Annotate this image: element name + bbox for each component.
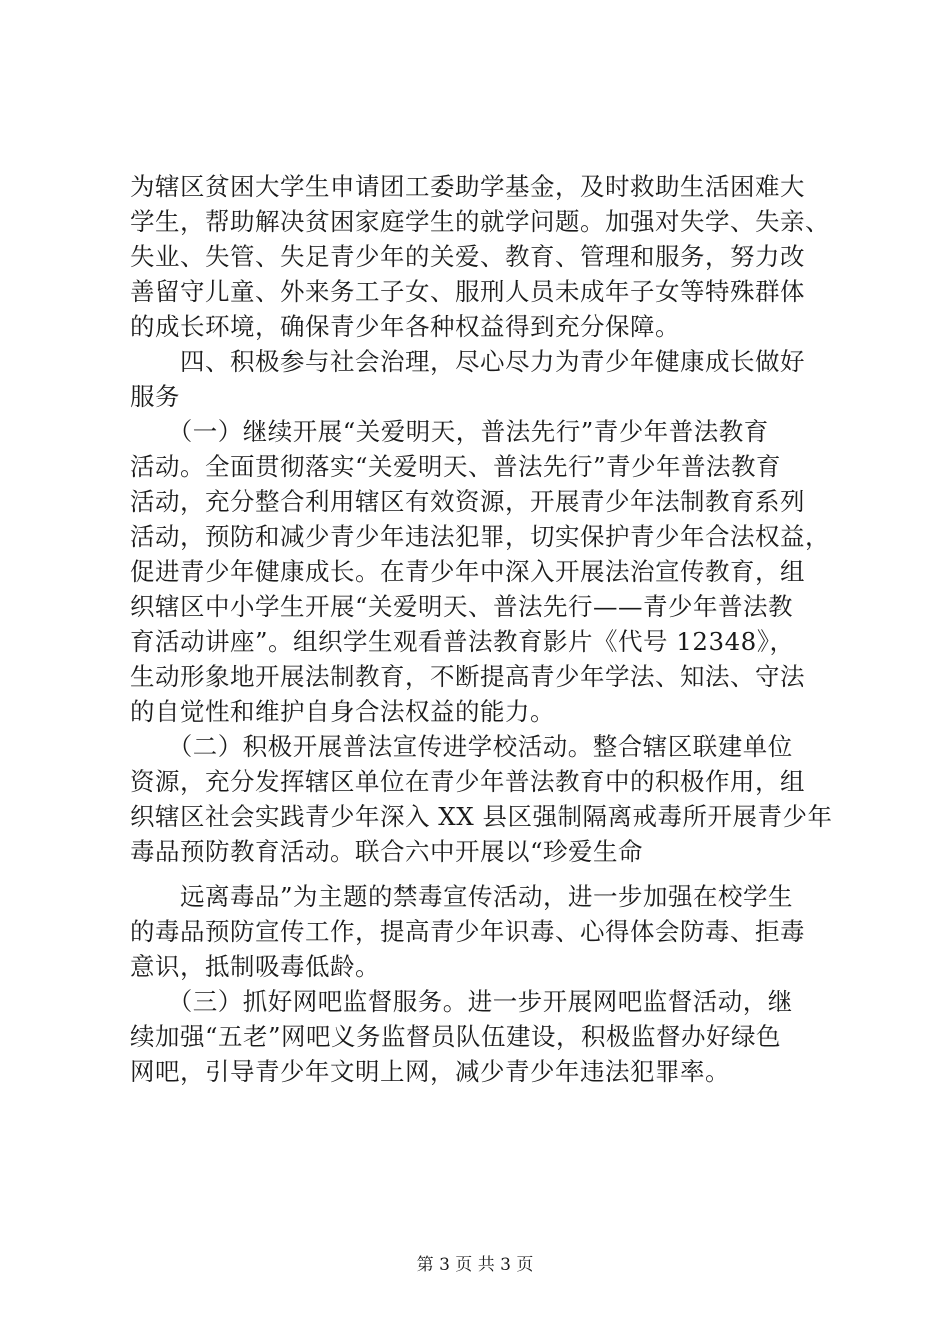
section-heading: 四、积极参与社会治理，尽心尽力为青少年健康成长做好: [130, 347, 805, 376]
section-heading: 服务: [130, 382, 180, 411]
body-text-line: 活动，预防和减少青少年违法犯罪，切实保护青少年合法权益，: [130, 522, 830, 551]
body-text-line: （二）积极开展普法宣传进学校活动。整合辖区联建单位: [130, 732, 793, 761]
body-text-line: 网吧，引导青少年文明上网，减少青少年违法犯罪率。: [130, 1057, 730, 1086]
body-text-line: 活动。全面贯彻落实“关爱明天、普法先行”青少年普法教育: [130, 452, 782, 481]
body-text-line: 失业、失管、失足青少年的关爱、教育、管理和服务，努力改: [130, 242, 805, 271]
body-text-line: 的自觉性和维护自身合法权益的能力。: [130, 697, 555, 726]
body-text-line: 续加强“五老”网吧义务监督员队伍建设，积极监督办好绿色: [130, 1022, 782, 1051]
body-text-line: 为辖区贫困大学生申请团工委助学基金，及时救助生活困难大: [130, 172, 805, 201]
body-text-line: 远离毒品”为主题的禁毒宣传活动，进一步加强在校学生: [130, 882, 794, 911]
body-text-line: 生动形象地开展法制教育，不断提高青少年学法、知法、守法: [130, 662, 805, 691]
body-text-line: 织辖区中小学生开展“关爱明天、普法先行——青少年普法教: [130, 592, 794, 621]
body-text-line: 学生，帮助解决贫困家庭学生的就学问题。加强对失学、失亲、: [130, 207, 830, 236]
body-text-line: 意识，抵制吸毒低龄。: [130, 952, 380, 981]
body-text-line: 的成长环境，确保青少年各种权益得到充分保障。: [130, 312, 680, 341]
body-text-line: 毒品预防教育活动。联合六中开展以“珍爱生命: [130, 837, 644, 866]
body-text-line: 育活动讲座”。组织学生观看普法教育影片《代号 12348》，: [130, 627, 795, 656]
body-text-line: （一）继续开展“关爱明天，普法先行”青少年普法教育: [130, 417, 769, 446]
page-footer: 第 3 页 共 3 页: [416, 1255, 534, 1275]
body-text-line: 织辖区社会实践青少年深入 XX 县区强制隔离戒毒所开展青少年: [130, 802, 833, 831]
body-text-line: 资源，充分发挥辖区单位在青少年普法教育中的积极作用，组: [130, 767, 805, 796]
body-text-line: （三）抓好网吧监督服务。进一步开展网吧监督活动，继: [130, 987, 793, 1016]
body-text-line: 善留守儿童、外来务工子女、服刑人员未成年子女等特殊群体: [130, 277, 805, 306]
body-text-line: 的毒品预防宣传工作，提高青少年识毒、心得体会防毒、拒毒: [130, 917, 805, 946]
body-text-line: 活动，充分整合利用辖区有效资源，开展青少年法制教育系列: [130, 487, 805, 516]
body-text-line: 促进青少年健康成长。在青少年中深入开展法治宣传教育，组: [130, 557, 805, 586]
